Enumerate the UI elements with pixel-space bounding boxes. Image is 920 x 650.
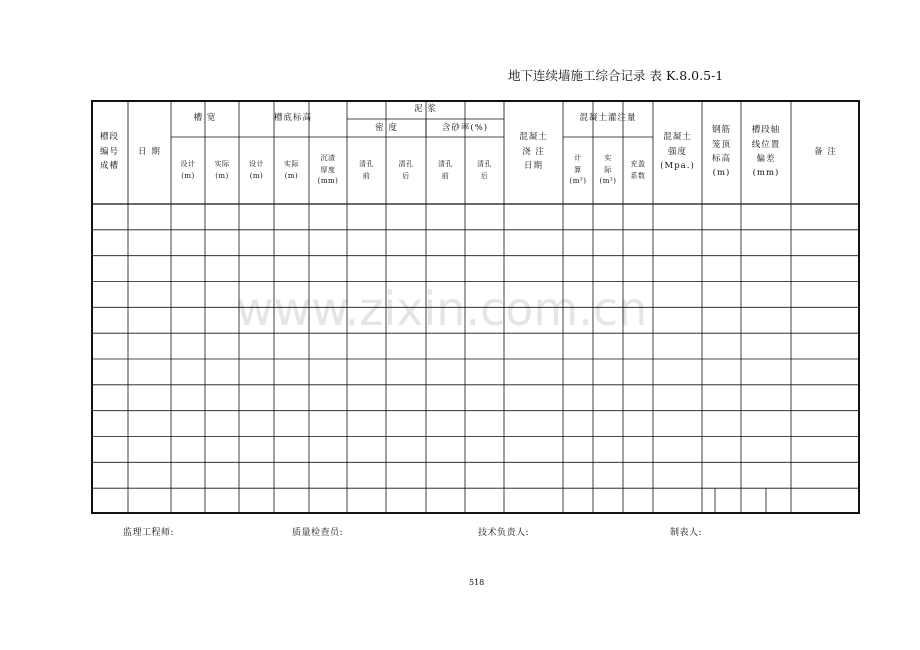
header-width-actual: 实际 (m) [214,159,230,180]
header-bottom-design: 设计 (m) [249,159,264,180]
header-concrete-volume: 混凝土灌注量 [579,113,637,124]
header-concrete-strength: 混凝土 强度 (Mpa.) [660,132,695,172]
header-trench-width: 槽 宽 [193,113,217,124]
watermark: www.zixin.com.cn [236,282,648,336]
header-axis-deviation: 槽段轴 线位置 偏差 (mm) [751,125,781,179]
footer-quality-inspector: 质量检查员: [292,528,344,538]
header-sand-after: 清孔 后 [477,159,492,180]
header-volume-calc: 计 算 (m³) [569,153,587,186]
header-sand-before: 清孔 前 [438,159,453,180]
header-concrete-pour-date: 混凝土 浇 注 日期 [519,132,548,172]
header-density-before: 清孔 前 [359,159,374,180]
form-title: 地下连续墙施工综合记录 表 K.8.0.5-1 [508,68,724,83]
header-cage-top: 钢筋 笼顶 标高 (m) [711,125,731,179]
header-slurry: 泥 浆 [414,104,437,115]
page-number: 518 [469,578,485,587]
header-bottom-actual: 实际 (m) [284,159,299,180]
header-fill-coefficient: 充盈 系数 [630,159,646,180]
header-date: 日 期 [138,146,161,157]
header-segment-id: 槽段 编号 成槽 [99,132,119,172]
footer-technical-lead: 技术负责人: [478,528,530,538]
footer-supervisor: 监理工程师: [123,528,175,538]
header-density: 密 度 [375,122,398,133]
header-trench-bottom: 槽底标高 [273,113,312,124]
footer-preparer: 制表人: [670,528,703,538]
header-remarks: 备 注 [814,146,837,157]
header-volume-actual: 实 际 (m³) [599,153,617,186]
header-density-after: 清孔 后 [398,159,414,180]
header-sand-rate: 含砂率(%) [441,122,489,133]
header-sediment-thickness: 沉渣 厚度 (mm) [317,153,339,186]
header-width-design: 设计 (m) [180,159,196,180]
